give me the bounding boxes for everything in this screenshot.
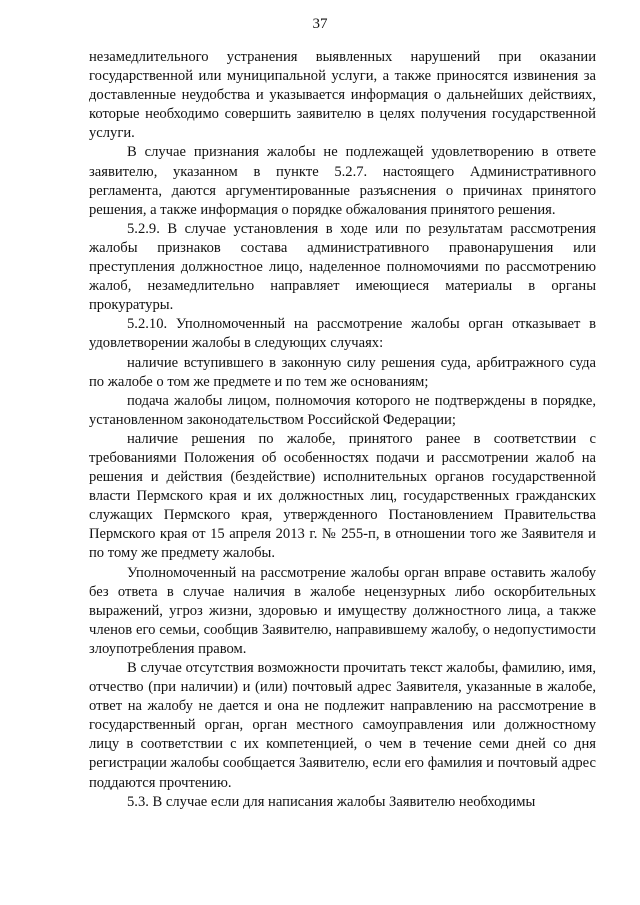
paragraph-5-2-10: 5.2.10. Уполномоченный на рассмотрение жалобы орган отказывает в удовлетворении жалобы в следующих случаях: (89, 316, 596, 352)
document-body (89, 48, 596, 812)
page-number: 37 (312, 16, 328, 32)
paragraph-unreadable-complaint: В случае отсутствия возможности прочитать текст жалобы, фамилию, имя, отчество (при наличии) и (или) почтовый адрес Заявителя, указанные в жалобе, ответ на жалобу не дается и она не подлежит направлению на рассмотрение в государственный орган, орган местного самоуправления или должностному лицу в соответствии с их компетенцией, о чем в течение семи дней со дня регистрации жалобы сообщается Заявителю, если его фамилия и почтовый адрес поддаются прочтению. (89, 660, 596, 791)
paragraph-court-decision: наличие вступившего в законную силу решения суда, арбитражного суда по жалобе о том же предмете и по тем же основаниям; (89, 354, 596, 390)
paragraph-5-2-9: 5.2.9. В случае установления в ходе или по результатам рассмотрения жалобы признаков состава административного правонарушения или преступления должностное лицо, наделенное полномочиями по рассмотрению жалоб, незамедлительно направляет имеющиеся материалы в органы прокуратуры. (89, 220, 596, 314)
paragraph-complaint-rejected: В случае признания жалобы не подлежащей удовлетворению в ответе заявителю, указанном в пункте 5.2.7. настоящего Административного регламента, даются аргументированные разъяснения о причинах принятого решения, а также информация о порядке обжалования принятого решения. (89, 144, 596, 218)
paragraph-1-continuation: незамедлительного устранения выявленных нарушений при оказании государственной или муниципальной услуги, а также приносятся извинения за доставленные неудобства и указывается информация о дальнейших действиях, которые необходимо совершить заявителю в целях получения государственной услуги. (89, 49, 596, 142)
paragraph-unconfirmed-authority: подача жалобы лицом, полномочия которого не подтверждены в порядке, установленном законодательством Российской Федерации; (89, 392, 596, 428)
paragraph-prior-decision: наличие решения по жалобе, принятого ранее в соответствии с требованиями Положения об особенностях подачи и рассмотрении жалоб на решения и действия (бездействие) исполнительных органов государственной власти Пермского края и их должностных лиц, государственных гражданских служащих Пермского края, утвержденного Постановлением Правительства Пермского края от 15 апреля 2013 г. № 255-п, в отношении того же Заявителя и по тому же предмету жалобы. (89, 430, 596, 562)
paragraph-leave-without-answer: Уполномоченный на рассмотрение жалобы орган вправе оставить жалобу без ответа в случае наличия в жалобе нецензурных либо оскорбительных выражений, угроз жизни, здоровью и имуществу должностного лица, а также членов его семьи, сообщив Заявителю, направившему жалобу, о недопустимости злоупотребления правом. (89, 564, 596, 657)
paragraph-5-3: 5.3. В случае если для написания жалобы Заявителю необходимы (127, 793, 536, 810)
